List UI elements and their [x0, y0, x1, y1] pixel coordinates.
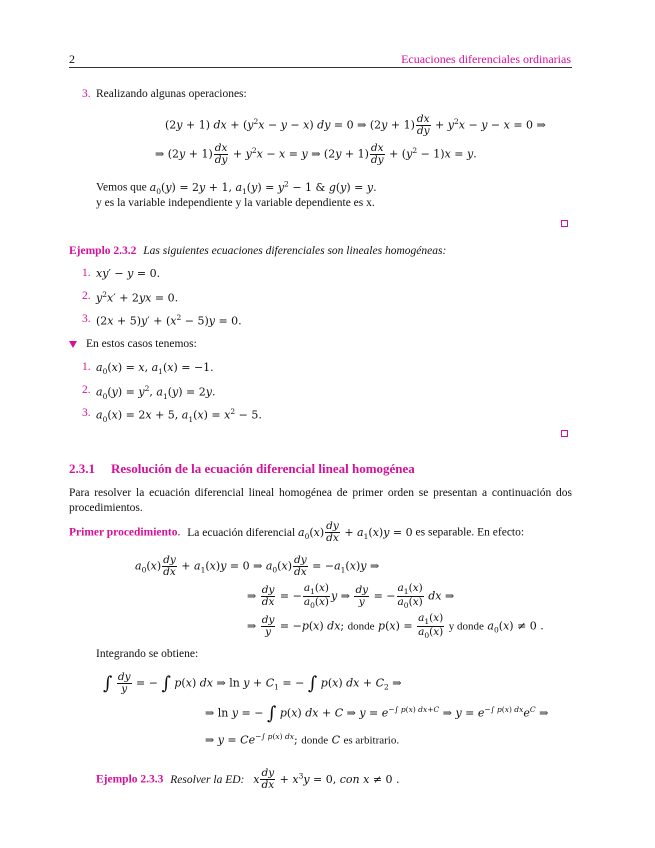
example-232-item-1-number: 1. [82, 267, 91, 279]
item3-note-line1: Vemos que $a_0(y) = 2y + 1$, $a_1(y) = y^2 - 1$ & g(y) = y. [96, 179, 377, 196]
solution-item-1-number: 1. [82, 361, 91, 373]
running-title: Ecuaciones diferenciales ordinarias [401, 52, 571, 66]
procedure-eq-1: $a_0(x)$ $\frac{dy}{dx}$ + $a_1(x)y = 0$ ⇒ $a_0(x)$ $\frac{dy}{dx}$ = $-a_1(x)y$ ⇒ [135, 554, 380, 579]
equation-line-2: ⇒ (2y + 1) $\frac{dx}{dy}$ + $y^2x - x = y$ ⇒ (2y + 1) $\frac{dx}{dy}$ + $(y^2 - 1)x = y$. [155, 142, 477, 167]
solution-item-1-eq: $a_0(x) = x$, $a_1(x) = -1$. [96, 361, 214, 377]
procedure-eq-2: ⇒ $\frac{dy}{dx}$ = − $\frac{a_1(x)}{a_0(x)}$ y ⇒ $\frac{dy}{y}$ = − $\frac{a_1(x)}{a_0(x)}$ dx ⇒ [247, 582, 455, 611]
example-233: Ejemplo 2.3.3 Resolver la ED: x $\frac{dy}{dx}$ + $x^3y = 0$, con x ≠ 0 . [96, 767, 400, 792]
solution-triangle-icon [69, 341, 77, 348]
item3-number: 3. [82, 88, 91, 100]
solution-item-2-number: 2. [82, 384, 91, 396]
solution-item-3-eq: $a_0(x) = 2x + 5$, $a_1(x) = x^2 - 5$. [96, 407, 262, 424]
end-proof-square-2 [561, 430, 568, 437]
example-232-item-2-eq: $y^2x' + 2yx = 0$. [96, 290, 179, 305]
solution-item-2-eq: $a_0(y) = y^2$, $a_1(y) = 2y$. [96, 384, 216, 401]
solution-item-3-number: 3. [82, 407, 91, 419]
item3-note-line2: y es la variable independiente y la variable dependiente es x. [96, 197, 375, 209]
integral-eq-2: ⇒ ln y = − ∫ p(x) dx + C ⇒ $y = e^{-\int p(x) dx+C}$ ⇒ $y = e^{-\int p(x) dx}e^C$ ⇒ [205, 703, 549, 724]
integrating-text: Integrando se obtiene: [96, 648, 199, 660]
section-heading: 2.3.1 Resolución de la ecuación diferencial lineal homogénea [69, 461, 415, 476]
example-232-item-2-number: 2. [82, 290, 91, 302]
item3-text: Realizando algunas operaciones: [96, 88, 247, 100]
section-intro: Para resolver la ecuación diferencial lineal homogénea de primer orden se presentan a continuación dos procedimientos. [69, 487, 572, 514]
solution-intro: En estos casos tenemos: [86, 338, 197, 350]
integral-eq-1: ∫ $\frac{dy}{y}$ = − ∫ p(x) dx ⇒ $\ln y + C_1$ = − ∫ p(x) dx + $C_2$ ⇒ [103, 671, 402, 696]
example-232: Ejemplo 2.3.2 Las siguientes ecuaciones diferenciales son lineales homogéneas: [69, 245, 447, 257]
integral-eq-3: ⇒ $y = Ce^{-\int p(x) dx}$; donde C es arbitrario. [205, 732, 400, 747]
page-number: 2 [69, 52, 75, 66]
equation-line-1: (2y + 1) dx + $(y^2x - y - x)$ dy = 0 ⇒ (2y + 1) $\frac{dx}{dy}$ + $y^2x - y - x = 0$ ⇒ [165, 113, 546, 138]
example-232-item-3-number: 3. [82, 313, 91, 325]
end-proof-square-1 [561, 220, 568, 227]
header-rule [69, 67, 572, 68]
example-232-item-1-eq: xy′ − y = 0. [96, 267, 161, 280]
procedure-line: Primer procedimiento. La ecuación diferencial $a_0(x)$ $\frac{dy}{dx}$ + $a_1(x)y = 0$ es separable. En efecto: [69, 520, 525, 545]
procedure-eq-3: ⇒ $\frac{dy}{y}$ = −p(x) dx; donde p(x) = $\frac{a_1(x)}{a_0(x)}$ y donde $a_0(x) \ne 0$ . [247, 612, 544, 641]
example-232-item-3-eq: $(2x + 5)y' + (x^2 - 5)y = 0$. [96, 313, 242, 328]
